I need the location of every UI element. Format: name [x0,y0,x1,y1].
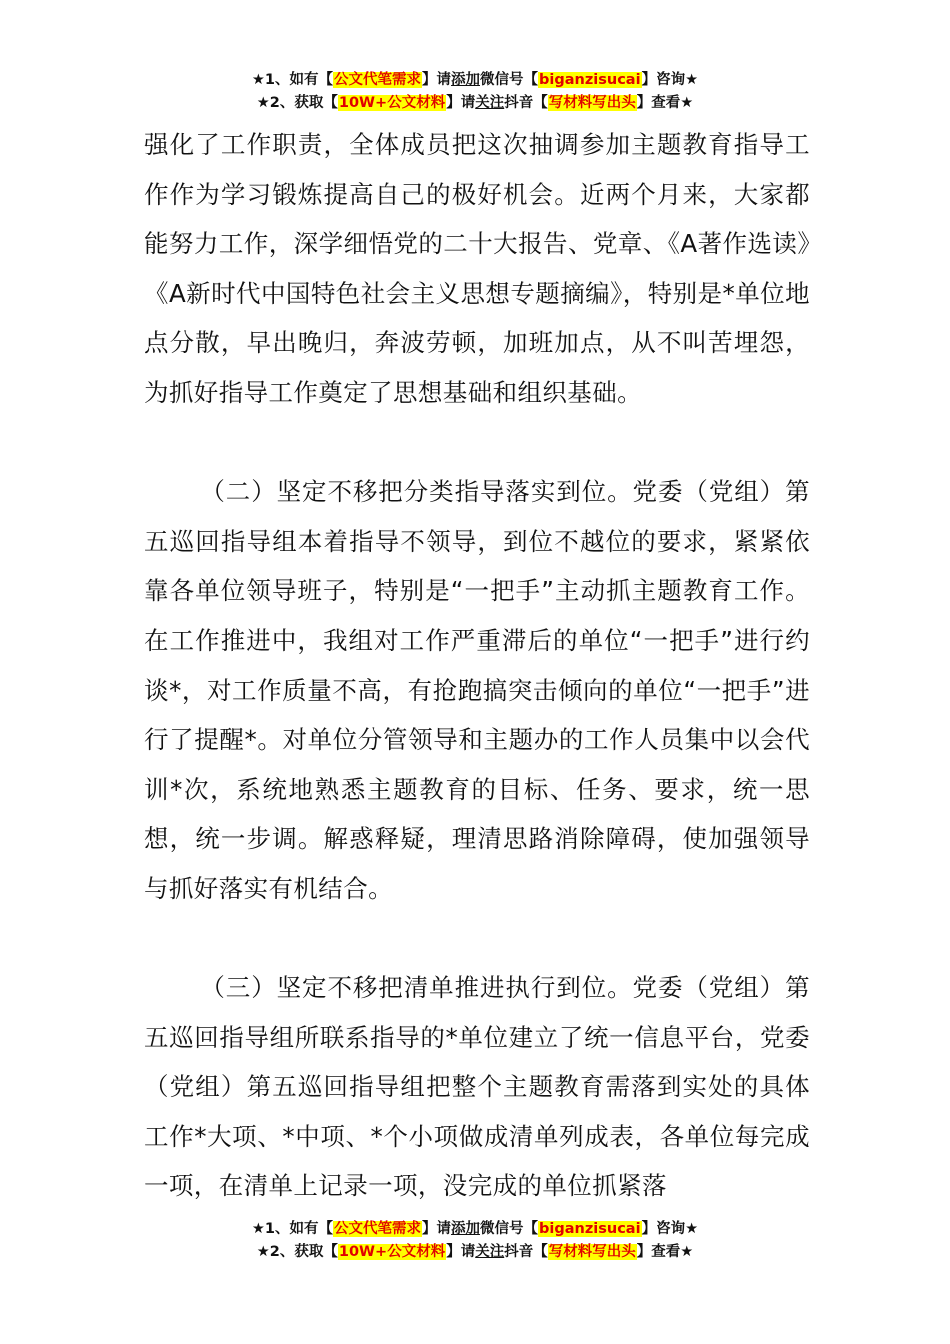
highlight-service: 公文代笔需求 [334,72,422,88]
banner-line-1: ★1、如有【公文代笔需求】请添加微信号【biganzisucai】咨询★ [251,1221,699,1237]
highlight-douyin-id: 写材料写出头 [548,95,636,111]
document-body [144,120,810,1211]
highlight-wechat-id: biganzisucai [539,1221,641,1237]
banner-line-2: ★2、获取【10W+公文材料】请关注抖音【写材料写出头】查看★ [256,95,694,111]
paragraph-section-2: （二）坚定不移把分类指导落实到位。党委（党组）第五巡回指导组本着指导不领导，到位不越位的要求，紧紧依靠各单位领导班子，特别是“一把手”主动抓主题教育工作。在工作推进中，我组对工作严重滞后的单位“一把手”进行约谈*，对工作质量不高，有抢跑搞突击倾向的单位“一把手”进行了提醒*。对单位分管领导和主题办的工作人员集中以会代训*次，系统地熟悉主题教育的目标、任务、要求，统一思想，统一步调。解惑释疑，理清思路消除障碍，使加强领导与抓好落实有机结合。 [144,477,810,903]
footer-banner [0,1218,950,1264]
banner-line-1: ★1、如有【公文代笔需求】请添加微信号【biganzisucai】咨询★ [251,72,699,88]
header-banner [0,69,950,115]
highlight-wechat-id: biganzisucai [539,72,641,88]
banner-line-2: ★2、获取【10W+公文材料】请关注抖音【写材料写出头】查看★ [256,1244,694,1260]
paragraph-continued: 强化了工作职责，全体成员把这次抽调参加主题教育指导工作作为学习锻炼提高自己的极好机会。近两个月来，大家都能努力工作，深学细悟党的二十大报告、党章、《A著作选读》《A新时代中国特色社会主义思想专题摘编》，特别是*单位地点分散，早出晚归，奔波劳顿，加班加点，从不叫苦埋怨，为抓好指导工作奠定了思想基础和组织基础。 [144,130,810,407]
highlight-douyin-id: 写材料写出头 [548,1244,636,1260]
highlight-materials: 10W+公文材料 [338,1244,446,1260]
highlight-materials: 10W+公文材料 [338,95,446,111]
highlight-service: 公文代笔需求 [334,1221,422,1237]
paragraph-section-3: （三）坚定不移把清单推进执行到位。党委（党组）第五巡回指导组所联系指导的*单位建立了统一信息平台，党委（党组）第五巡回指导组把整个主题教育需落到实处的具体工作*大项、*中项、*个小项做成清单列成表，各单位每完成一项，在清单上记录一项，没完成的单位抓紧落 [144,973,810,1201]
